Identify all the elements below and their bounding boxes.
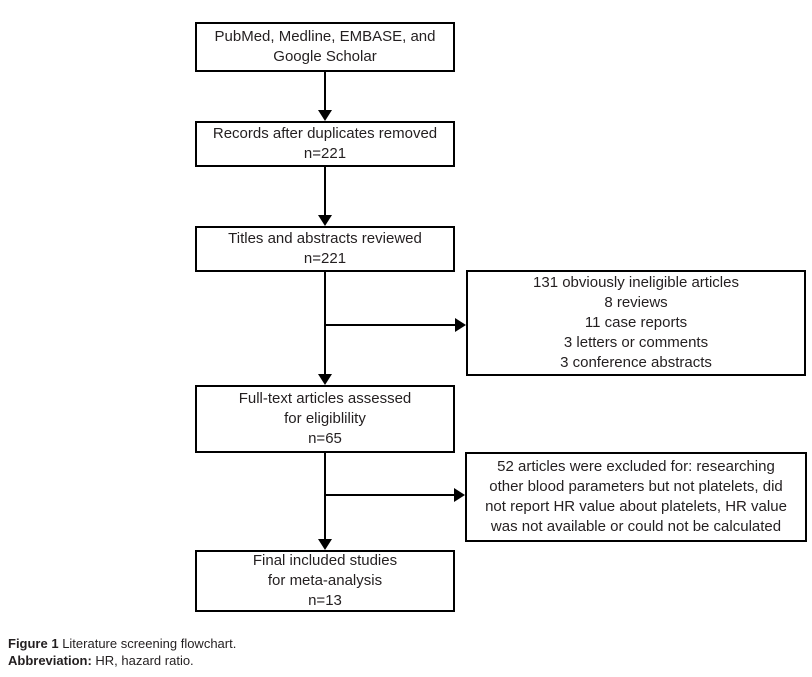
connector-branch-to-ineligible: [325, 324, 456, 326]
abbreviation-label: Abbreviation:: [8, 653, 92, 668]
figure-caption: [8, 635, 236, 669]
arrowhead-right-icon: [454, 488, 465, 502]
flow-node-databases: [195, 22, 455, 72]
flow-node-titles-count: n=221: [303, 250, 347, 267]
flow-node-databases-line1: PubMed, Medline, EMBASE, and: [214, 28, 436, 45]
figure-caption-line: [8, 635, 236, 652]
flow-node-excluded-line1: 52 articles were excluded for: researching: [497, 458, 775, 475]
flow-node-ineligible-line2: 8 reviews: [604, 294, 668, 311]
connector-fulltext-to-final: [324, 453, 326, 540]
connector-sources-to-duplicates: [324, 72, 326, 111]
flow-node-excluded-line2: other blood parameters but not platelets, did: [489, 478, 783, 495]
arrowhead-down-icon: [318, 539, 332, 550]
flow-node-excluded-line3: not report HR value about platelets, HR value: [485, 498, 787, 515]
flow-node-ineligible-articles: [466, 270, 806, 376]
flow-node-ineligible-line4: 3 letters or comments: [563, 334, 709, 351]
flow-node-final-count: n=13: [308, 592, 342, 609]
connector-duplicates-to-titles: [324, 167, 326, 216]
flow-node-excluded-line4: was not available or could not be calculated: [490, 518, 782, 535]
flow-node-titles-reviewed: [195, 226, 455, 272]
arrowhead-down-icon: [318, 374, 332, 385]
arrowhead-right-icon: [455, 318, 466, 332]
abbreviation-line: [8, 652, 236, 669]
figure-number-label: Figure 1: [8, 636, 59, 651]
flow-node-duplicates-line1: Records after duplicates removed: [212, 125, 438, 142]
flow-node-fulltext-line1: Full-text articles assessed: [238, 390, 412, 407]
flow-node-final-included: [195, 550, 455, 612]
flow-node-final-line1: Final included studies: [252, 552, 398, 569]
figure-title-text: Literature screening flowchart.: [58, 636, 237, 651]
flow-node-duplicates-count: n=221: [303, 145, 347, 162]
flow-node-duplicates-removed: [195, 121, 455, 167]
arrowhead-down-icon: [318, 110, 332, 121]
connector-branch-to-excluded: [325, 494, 455, 496]
flow-node-fulltext-count: n=65: [308, 430, 342, 447]
abbreviation-text: HR, hazard ratio.: [91, 653, 194, 668]
flow-node-fulltext-assessed: [195, 385, 455, 453]
flow-node-databases-line2: Google Scholar: [273, 48, 377, 65]
flow-node-final-line2: for meta-analysis: [267, 572, 383, 589]
arrowhead-down-icon: [318, 215, 332, 226]
flow-node-titles-line1: Titles and abstracts reviewed: [228, 230, 422, 247]
flow-node-fulltext-line2: for eligiblility: [284, 410, 366, 427]
flow-node-ineligible-line1: 131 obviously ineligible articles: [533, 274, 739, 291]
flow-node-ineligible-line5: 3 conference abstracts: [560, 354, 712, 371]
flow-node-excluded-articles: [465, 452, 807, 542]
flow-node-ineligible-line3: 11 case reports: [584, 314, 688, 331]
